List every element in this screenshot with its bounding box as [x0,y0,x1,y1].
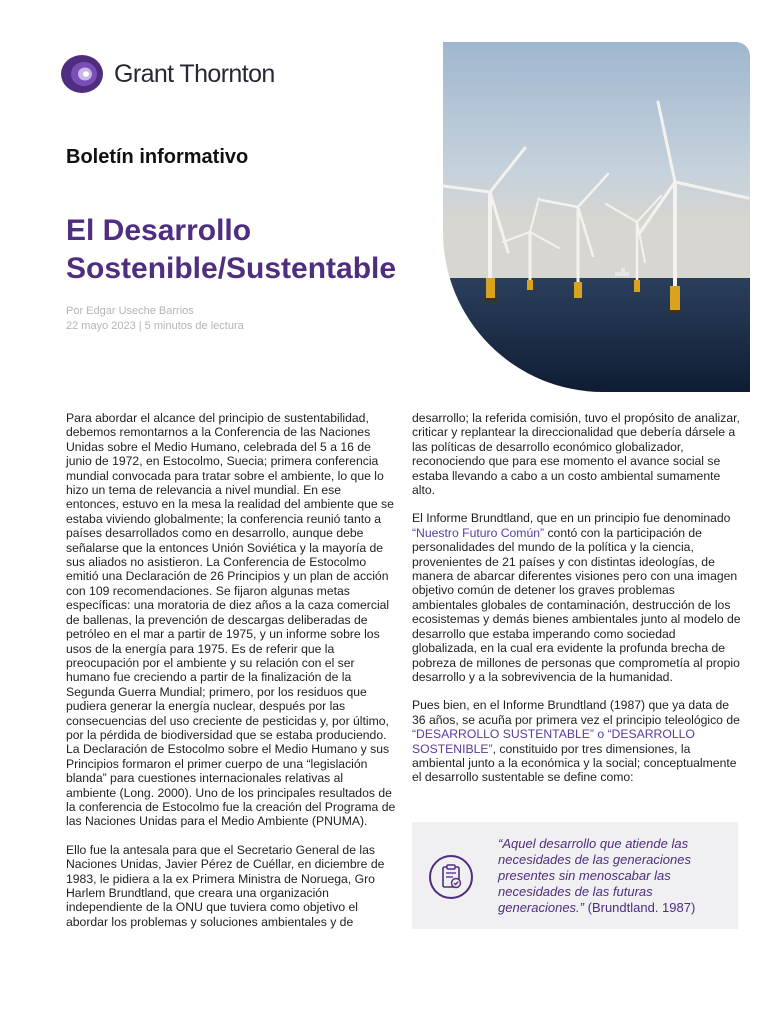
title-line-1: El Desarrollo [66,214,252,247]
paragraph [412,698,742,784]
highlight-desarrollo-sustentable: “DESARROLLO SUSTENTABLE” o “DESARROLLO SOSTENIBLE” [412,727,695,756]
date-readtime: 22 mayo 2023 | 5 minutos de lectura [66,320,244,332]
offshore-wind-turbines-photo [443,42,750,392]
quote-body: “Aquel desarrollo que atiende las necesidades de las generaciones presentes sin menoscabar las necesidades de las futuras generaciones.” [498,836,691,915]
title-line-2: Sostenible/Sustentable [66,252,397,285]
grant-thornton-swirl-icon [60,54,104,94]
brand-logo [60,54,275,94]
article-meta [66,304,244,334]
newsletter-kicker: Boletín informativo [66,146,249,168]
body-column-right [412,411,742,799]
page-title [66,212,396,288]
paragraph: Para abordar el alcance del principio de sustentabilidad, debemos remontarnos a la Conferencia de las Naciones Unidas sobre el Medio Humano, celebrada del 5 a 16 de junio de 1972, en Estocolmo, Suecia; primera conferencia mundial convocada para tratar sobre el ambiente, lo que lo hizo un tema de relevancia a nivel mundial. En ese entonces, estuvo en la mesa la realidad del ambiente que se estaba viviendo globalmente; la conferencia reunió tanto a países desarrollados como en desarrollo, aunque debe señalarse que la entonces Unión Soviética y la mayoría de sus aliados no asistieron. La Conferencia de Estocolmo emitió una Declaración de 26 Principios y un plan de acción con 109 recomendaciones. Se fijaron algunas metas específicas: una moratoria de diez años a la caza comercial de ballenas, la prevención de descargas deliberadas de petróleo en el mar a partir de 1975, y un informe sobre los usos de la energía para 1975. Es de referir que la preocupación por el ambiente y su relación con el ser humano fue creciendo a partir de la finalización de la Segunda Guerra Mundial; primero, por los residuos que pudiera generar la energía nuclear, después por las consecuencias del uso creciente de pesticidas y, por último, por la pérdida de biodiversidad que se estaba produciendo. La Declaración de Estocolmo sobre el Medio Humano y sus Principios formaron el primer cuerpo de una “legislación blanda” para cuestiones internacionales relativas al ambiente (Long. 2000). Uno de los principales resultados de la conferencia de Estocolmo fue la creación del Programa de las Naciones Unidas para el Medio Ambiente (PNUMA). [66,411,396,829]
paragraph [412,511,742,684]
paragraph: Ello fue la antesala para que el Secretario General de las Naciones Unidas, Javier Pérez de Cuéllar, en diciembre de 1983, le pidiera a la ex Primera Ministra de Noruega, Gro Harlem Brundtland, que creara una organización independiente de la ONU que tuviera como objetivo el abordar los problemas y soluciones ambientales y de [66,842,385,929]
body-column-left [66,411,396,943]
author-byline: Por Edgar Useche Barrios [66,305,194,317]
text-run: , constituido por tres dimensiones, la ambiental junto a la económica y la social; conceptualmente el desarrollo sustentable se define como: [412,741,737,785]
definition-quote-box [412,822,738,929]
highlight-nuestro-futuro-comun: “Nuestro Futuro Común” [412,525,545,540]
quote-citation: (Brundtland. 1987) [584,900,696,915]
text-run: contó con la participación de personalidades del mundo de la política y la ciencia, provenientes de 21 países y con distintas ideologías, de manera de abarcar diferentes visiones pero con una imagen objetivo común de detener los graves problemas ambientales globales de contaminación, destrucción de los ecosistemas y demás bienes ambientales junto al modelo de desarrollo que estaba imperando como sociedad globalizada, en la cual era evidente la profunda brecha de pobreza de millones de personas que comprometía al propio desarrollo y a la sobrevivencia de la humanidad. [412,525,741,684]
brand-name: Grant Thornton [114,59,275,88]
quote-text [498,836,726,916]
text-run: El Informe Brundtland, que en un principio fue denominado [412,511,731,526]
text-run: Pues bien, en el Informe Brundtland (1987) que ya data de 36 años, se acuña por primera vez el principio teleológico de [412,698,740,727]
paragraph: desarrollo; la referida comisión, tuvo el propósito de analizar, criticar y replantear la direccionalidad que debería dársele a las políticas de desarrollo económico globalizador, reconociendo que para ese momento el avance social se estaba llevando a cabo a un costo ambiental sumamente alto. [412,411,740,498]
clipboard-check-icon [428,854,474,900]
